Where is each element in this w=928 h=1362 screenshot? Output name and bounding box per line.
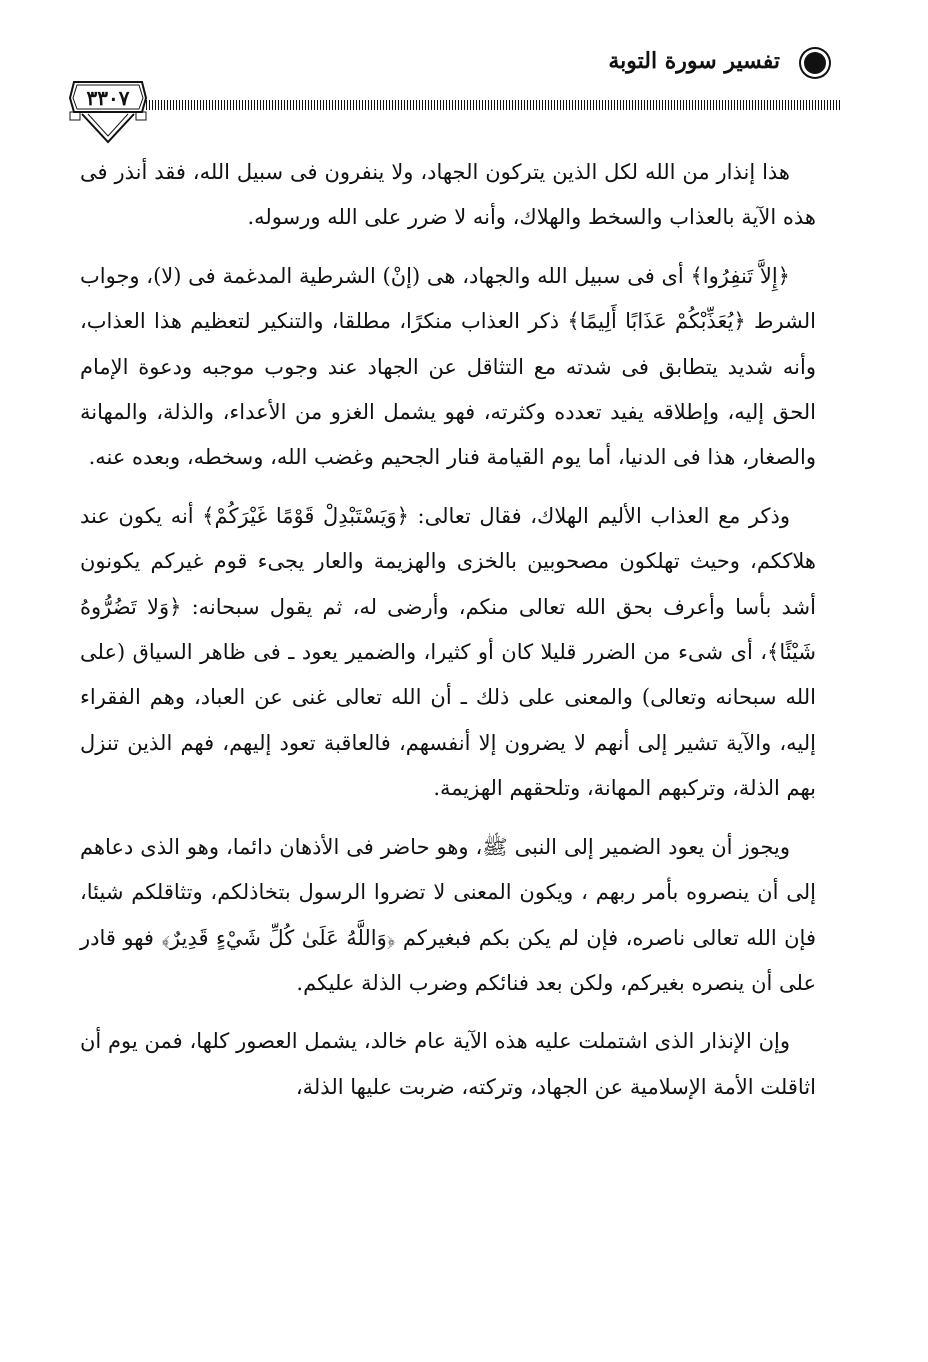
running-title: تفسير سورة التوبة bbox=[608, 48, 780, 74]
paragraph: هذا إنذار من الله لكل الذين يتركون الجهاد، ولا ينفرون فى سبيل الله، فقد أنذر فى هذه الآية بالعذاب والسخط والهلاك، وأنه لا ضرر على الله ورسوله. bbox=[80, 160, 816, 230]
ornament-icon bbox=[804, 52, 826, 74]
paragraph: وذكر مع العذاب الأليم الهلاك، فقال تعالى: ﴿وَيَسْتَبْدِلْ قَوْمًا غَيْرَكُمْ﴾ أنه يكون عند هلاككم، وحيث تهلكون مصحوبين بالخزى والهزيمة والعار يجىء قوم غيركم يكونون أشد بأسا وأعرف بحق الله تعالى منكم، وأرضى له، ثم يقول سبحانه: ﴿وَلا تَضُرُّوهُ شَيْئًا﴾، أى شىء من الضرر قليلا كان أو كثيرا، والضمير يعود ـ فى ظاهر السياق (على الله سبحانه وتعالى) والمعنى على ذلك ـ أن الله تعالى غنى عن العباد، وهم الفقراء إليه، والآية تشير إلى أنهم لا يضرون إلا أنفسهم، فالعاقبة تعود إليهم، فهم الذين تنزل بهم الذلة، وتركبهم المهانة، وتلحقهم الهزيمة. bbox=[80, 503, 816, 801]
paragraph: ويجوز أن يعود الضمير إلى النبى ﷺ، وهو حاضر فى الأذهان دائما، وهو الذى دعاهم إلى أن ينصروه بأمر ربهم ، ويكون المعنى لا تضروا الرسول بتخاذلكم، وتثاقلكم شيئا، فإن الله تعالى ناصره، فإن لم يكن بكم فبغيركم ﴿وَاللَّهُ عَلَىٰ كُلِّ شَيْءٍ قَدِيرٌ﴾ فهو قادر على أن ينصره بغيركم، ولكن بعد فنائكم وضرب الذلة عليكم. bbox=[80, 834, 816, 995]
body-text bbox=[80, 150, 816, 1123]
paragraph: ﴿إِلاَّ تَنفِرُوا﴾ أى فى سبيل الله والجهاد، هى (إنْ) الشرطية المدغمة فى (لا)، وجواب الشرط ﴿يُعَذِّبْكُمْ عَذَابًا أَلِيمًا﴾ ذكر العذاب منكرًا، مطلقا، والتنكير لتعظيم هذا العذاب، وأنه شديد يتطابق فى شدته مع التثاقل عن الجهاد عند وجوب موجبه ودعوة الإمام الحق إليه، وإطلاقه يفيد تعدده وكثرته، فهو يشمل الغزو من الأعداء، والذلة، والمهانة والصغار، هذا فى الدنيا، أما يوم القيامة فنار الجحيم وغضب الله، وسخطه، وبعده عنه. bbox=[80, 263, 816, 470]
paragraph: وإن الإنذار الذى اشتملت عليه هذه الآية عام خالد، يشمل العصور كلها، فمن يوم أن اثاقلت الأمة الإسلامية عن الجهاد، وتركته، ضربت عليها الذلة، bbox=[80, 1029, 816, 1099]
header-rule bbox=[146, 100, 840, 110]
page-number: ٣٣٠٧ bbox=[86, 86, 130, 110]
running-header bbox=[60, 40, 840, 150]
page-number-badge bbox=[68, 68, 148, 148]
